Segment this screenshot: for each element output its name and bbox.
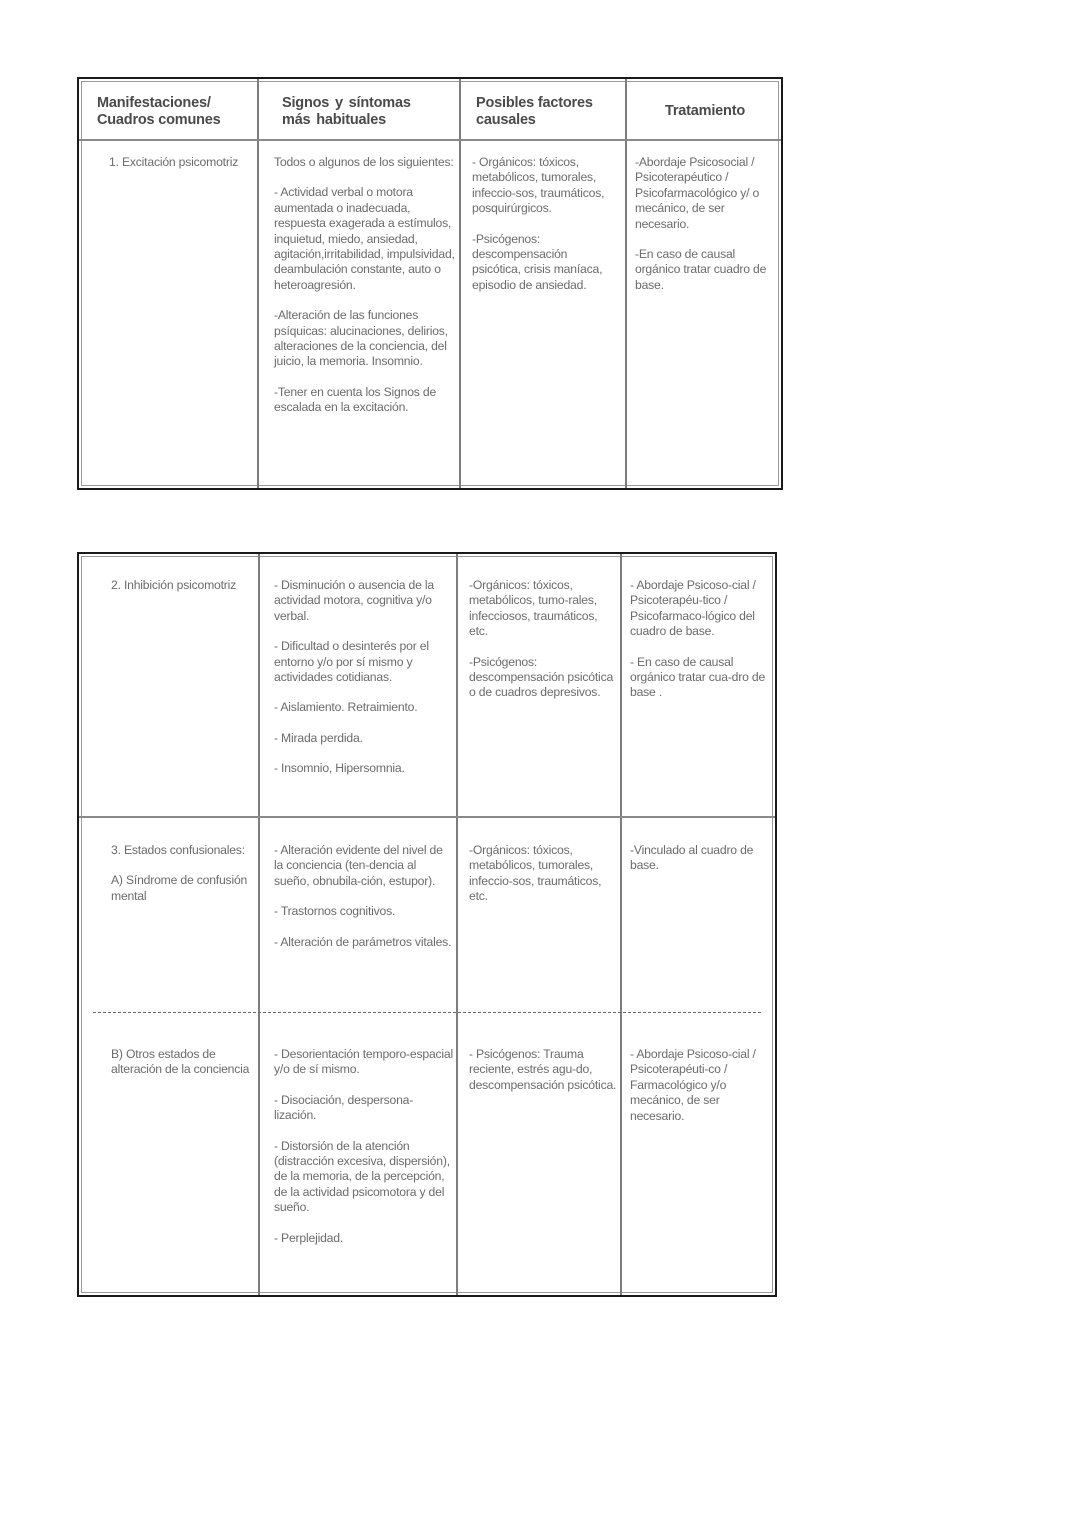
cell-treatment (630, 1047, 770, 1124)
cell-manifestation (111, 843, 251, 904)
treatment-item: -Vinculado al cuadro de base. (630, 843, 754, 873)
manifestation-text: 1. Excitación psicomotriz (109, 155, 239, 169)
cell-treatment (630, 843, 770, 874)
sign-item: - Insomnio, Hipersomnia. (274, 761, 405, 776)
cell-signs (274, 1047, 454, 1246)
manifestation-subtext: A) Síndrome de confusión mental (111, 873, 248, 903)
cell-manifestation (109, 155, 239, 170)
cause-item: -Psicógenos: descompensación psicótica, crisis maníaca, episodio de ansiedad. (472, 231, 603, 292)
cause-item: -Orgánicos: tóxicos, metabólicos, tumorales, infeccio-sos, traumáticos, etc. (469, 843, 602, 904)
sign-item: Todos o algunos de los siguientes: (274, 155, 454, 169)
sign-item: -Alteración de las funciones psíquicas: alucinaciones, delirios, alteraciones de la conciencia, del juicio, la memoria. Insomnio. (274, 308, 448, 369)
treatment-item: - Abordaje Psicoso-cial / Psicoterapéu-tico / Psicofarmaco-lógico del cuadro de base. (630, 578, 756, 639)
sign-item: - Alteración de parámetros vitales. (274, 934, 452, 949)
treatment-item: -Abordaje Psicosocial / Psicoterapéutico / Psicofarmacológico y/ o mecánico, de ser necesario. (635, 155, 760, 231)
cell-signs (274, 155, 456, 416)
sign-item: -Tener en cuenta los Signos de escalada en la excitación. (274, 384, 437, 415)
manifestation-text: B) Otros estados de alteración de la conciencia (111, 1047, 250, 1077)
sign-item: - Disociación, despersona-lización. (274, 1092, 414, 1123)
treatment-item: - En caso de causal orgánico tratar cua-dro de base . (630, 654, 766, 700)
cause-item: -Psicógenos: descompensación psicótica o de cuadros depresivos. (469, 654, 614, 700)
header-factores: Posibles factores causales (476, 95, 593, 128)
cell-signs (274, 578, 454, 777)
treatment-item: - Abordaje Psicoso-cial / Psicoterapéuti-co / Farmacológico y/o mecánico, de ser necesario. (630, 1047, 756, 1123)
sign-item: - Actividad verbal o motora aumentada o inadecuada, respuesta exagerada a estímulos, inquietud, miedo, ansiedad, agitación,irritabilidad, impulsividad, deambulación constante, auto o heteroagresión. (274, 185, 455, 292)
sign-item: - Distorsión de la atención (distracción excesiva, dispersión), de la memoria, de la percepción, de la actividad psicomotora y del sueño. (274, 1138, 450, 1215)
cause-item: - Orgánicos: tóxicos, metabólicos, tumorales, infeccio-sos, traumáticos, posquirúrgicos. (472, 155, 605, 216)
cell-manifestation (111, 578, 251, 593)
manifestation-text: 3. Estados confusionales: (111, 843, 245, 857)
sign-item: - Aislamiento. Retraimiento. (274, 700, 418, 715)
sign-item: - Dificultad o desinterés por el entorno y/o por sí mismo y actividades cotidianas. (274, 639, 429, 685)
sign-item: - Disminución o ausencia de la actividad motora, cognitiva y/o verbal. (274, 578, 434, 623)
header-tratamiento: Tratamiento (665, 103, 745, 119)
sign-item: - Perplejidad. (274, 1230, 344, 1245)
cell-treatment (630, 578, 770, 701)
subrow-dashed-divider (93, 1012, 761, 1013)
sign-item: - Trastornos cognitivos. (274, 904, 396, 919)
table-inhibicion-confusion (77, 552, 777, 1297)
row-divider (79, 816, 775, 818)
treatment-item: -En caso de causal orgánico tratar cuadro de base. (635, 247, 767, 292)
cell-causes (469, 578, 617, 701)
header-manifestaciones: Manifestaciones/ Cuadros comunes (97, 95, 221, 128)
sign-item: - Desorientación temporo-espacial y/o de sí mismo. (274, 1047, 454, 1077)
cause-item: -Orgánicos: tóxicos, metabólicos, tumo-rales, infecciosos, traumáticos, etc. (469, 578, 598, 639)
column-divider (620, 554, 622, 1295)
column-divider (258, 554, 260, 1295)
cell-treatment (635, 155, 777, 293)
manifestation-text: 2. Inhibición psicomotriz (111, 578, 237, 592)
cell-causes (472, 155, 618, 293)
header-signos: Signos y síntomas más habituales (282, 95, 411, 128)
header-divider (79, 139, 781, 141)
sign-item: - Alteración evidente del nivel de la conciencia (ten-dencia al sueño, obnubila-ción, estupor). (274, 843, 443, 888)
cell-manifestation (111, 1047, 251, 1078)
column-divider (456, 554, 458, 1295)
cause-item: - Psicógenos: Trauma reciente, estrés agu-do, descompensación psicótica. (469, 1047, 617, 1092)
table-excitacion (77, 77, 783, 490)
cell-signs (274, 843, 452, 950)
cell-causes (469, 1047, 617, 1093)
sign-item: - Mirada perdida. (274, 730, 363, 745)
cell-causes (469, 843, 617, 905)
